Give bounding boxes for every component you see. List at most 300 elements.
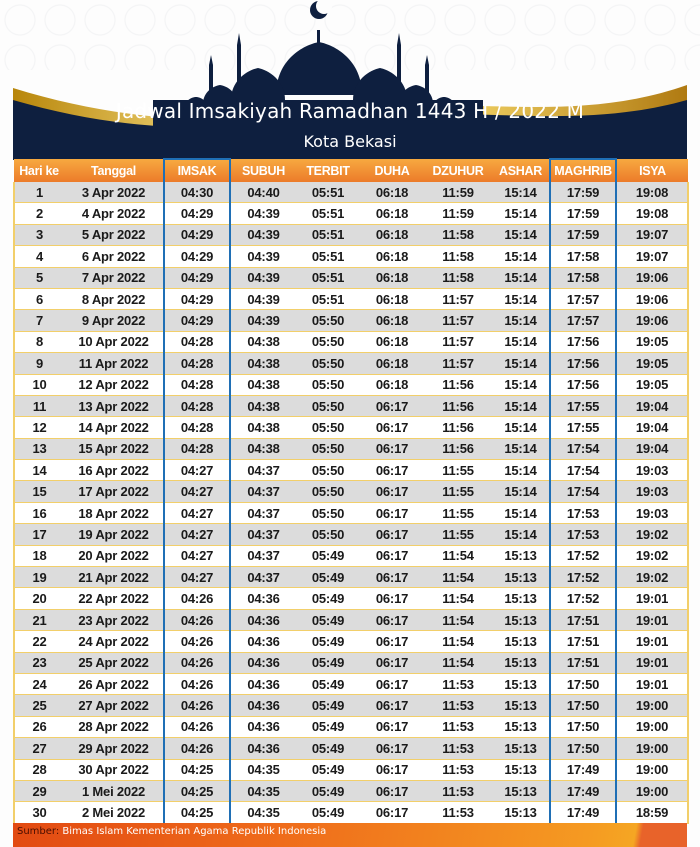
cell-maghrib: 17:50 — [550, 716, 616, 737]
table-row — [14, 203, 688, 224]
cell-duha: 06:17 — [360, 738, 424, 759]
table-row — [14, 417, 688, 438]
cell-duha: 06:17 — [360, 588, 424, 609]
column-header-ashar: ASHAR — [492, 159, 550, 182]
cell-hari-ke: 12 — [14, 417, 64, 438]
cell-maghrib: 17:58 — [550, 267, 616, 288]
cell-subuh: 04:37 — [230, 545, 296, 566]
cell-terbit: 05:49 — [296, 780, 360, 801]
cell-imsak: 04:26 — [164, 631, 230, 652]
cell-imsak: 04:27 — [164, 460, 230, 481]
cell-isya: 19:01 — [616, 652, 688, 673]
cell-subuh: 04:35 — [230, 802, 296, 824]
cell-ashar: 15:14 — [492, 246, 550, 267]
cell-duha: 06:17 — [360, 524, 424, 545]
cell-hari-ke: 10 — [14, 374, 64, 395]
cell-subuh: 04:36 — [230, 652, 296, 673]
cell-subuh: 04:36 — [230, 609, 296, 630]
cell-tanggal: 11 Apr 2022 — [64, 353, 164, 374]
cell-terbit: 05:51 — [296, 182, 360, 203]
column-header-tanggal: Tanggal — [64, 159, 164, 182]
cell-terbit: 05:49 — [296, 567, 360, 588]
cell-dzuhur: 11:56 — [424, 395, 492, 416]
cell-dzuhur: 11:58 — [424, 224, 492, 245]
table-row — [14, 609, 688, 630]
cell-tanggal: 3 Apr 2022 — [64, 182, 164, 203]
cell-dzuhur: 11:54 — [424, 652, 492, 673]
cell-isya: 19:05 — [616, 374, 688, 395]
cell-terbit: 05:50 — [296, 460, 360, 481]
table-row — [14, 652, 688, 673]
cell-isya: 19:04 — [616, 417, 688, 438]
cell-terbit: 05:49 — [296, 695, 360, 716]
cell-imsak: 04:29 — [164, 203, 230, 224]
cell-duha: 06:18 — [360, 224, 424, 245]
cell-subuh: 04:37 — [230, 502, 296, 523]
cell-dzuhur: 11:56 — [424, 374, 492, 395]
cell-maghrib: 17:59 — [550, 203, 616, 224]
cell-imsak: 04:29 — [164, 310, 230, 331]
table-row — [14, 182, 688, 203]
cell-subuh: 04:39 — [230, 310, 296, 331]
cell-isya: 19:02 — [616, 524, 688, 545]
cell-hari-ke: 14 — [14, 460, 64, 481]
cell-hari-ke: 18 — [14, 545, 64, 566]
cell-subuh: 04:38 — [230, 331, 296, 352]
cell-ashar: 15:14 — [492, 267, 550, 288]
cell-isya: 19:02 — [616, 545, 688, 566]
cell-duha: 06:17 — [360, 609, 424, 630]
cell-maghrib: 17:54 — [550, 438, 616, 459]
cell-duha: 06:17 — [360, 438, 424, 459]
cell-isya: 19:01 — [616, 609, 688, 630]
cell-maghrib: 17:57 — [550, 288, 616, 309]
cell-imsak: 04:28 — [164, 331, 230, 352]
cell-duha: 06:17 — [360, 802, 424, 824]
cell-maghrib: 17:58 — [550, 246, 616, 267]
cell-ashar: 15:14 — [492, 524, 550, 545]
column-header-maghrib: MAGHRIB — [550, 159, 616, 182]
cell-duha: 06:17 — [360, 481, 424, 502]
cell-tanggal: 20 Apr 2022 — [64, 545, 164, 566]
cell-terbit: 05:50 — [296, 438, 360, 459]
cell-duha: 06:17 — [360, 695, 424, 716]
cell-hari-ke: 22 — [14, 631, 64, 652]
cell-terbit: 05:50 — [296, 417, 360, 438]
cell-hari-ke: 21 — [14, 609, 64, 630]
cell-ashar: 15:14 — [492, 438, 550, 459]
cell-subuh: 04:36 — [230, 588, 296, 609]
column-header-subuh: SUBUH — [230, 159, 296, 182]
cell-tanggal: 24 Apr 2022 — [64, 631, 164, 652]
table-row — [14, 395, 688, 416]
cell-ashar: 15:13 — [492, 780, 550, 801]
cell-dzuhur: 11:53 — [424, 673, 492, 694]
table-row — [14, 310, 688, 331]
cell-hari-ke: 1 — [14, 182, 64, 203]
cell-isya: 19:08 — [616, 203, 688, 224]
table-row — [14, 224, 688, 245]
cell-imsak: 04:25 — [164, 780, 230, 801]
cell-terbit: 05:51 — [296, 288, 360, 309]
cell-dzuhur: 11:54 — [424, 567, 492, 588]
cell-subuh: 04:39 — [230, 267, 296, 288]
cell-subuh: 04:36 — [230, 695, 296, 716]
table-row — [14, 374, 688, 395]
cell-terbit: 05:50 — [296, 353, 360, 374]
cell-tanggal: 28 Apr 2022 — [64, 716, 164, 737]
cell-isya: 19:00 — [616, 780, 688, 801]
cell-terbit: 05:49 — [296, 652, 360, 673]
cell-subuh: 04:39 — [230, 288, 296, 309]
cell-maghrib: 17:57 — [550, 310, 616, 331]
cell-terbit: 05:51 — [296, 246, 360, 267]
cell-dzuhur: 11:54 — [424, 609, 492, 630]
cell-imsak: 04:28 — [164, 374, 230, 395]
cell-tanggal: 26 Apr 2022 — [64, 673, 164, 694]
source-note — [17, 826, 326, 837]
cell-maghrib: 17:51 — [550, 609, 616, 630]
cell-maghrib: 17:50 — [550, 673, 616, 694]
cell-subuh: 04:37 — [230, 481, 296, 502]
cell-maghrib: 17:49 — [550, 802, 616, 824]
table-row — [14, 353, 688, 374]
cell-duha: 06:17 — [360, 759, 424, 780]
cell-maghrib: 17:52 — [550, 545, 616, 566]
cell-duha: 06:17 — [360, 417, 424, 438]
cell-hari-ke: 23 — [14, 652, 64, 673]
cell-terbit: 05:49 — [296, 609, 360, 630]
cell-dzuhur: 11:56 — [424, 417, 492, 438]
cell-isya: 19:07 — [616, 224, 688, 245]
table-row — [14, 716, 688, 737]
cell-tanggal: 10 Apr 2022 — [64, 331, 164, 352]
cell-dzuhur: 11:55 — [424, 481, 492, 502]
cell-tanggal: 1 Mei 2022 — [64, 780, 164, 801]
cell-ashar: 15:14 — [492, 310, 550, 331]
cell-ashar: 15:14 — [492, 353, 550, 374]
cell-ashar: 15:13 — [492, 673, 550, 694]
cell-imsak: 04:25 — [164, 802, 230, 824]
table-row — [14, 759, 688, 780]
cell-subuh: 04:39 — [230, 203, 296, 224]
cell-imsak: 04:26 — [164, 716, 230, 737]
cell-terbit: 05:51 — [296, 203, 360, 224]
cell-hari-ke: 8 — [14, 331, 64, 352]
cell-imsak: 04:28 — [164, 395, 230, 416]
cell-terbit: 05:50 — [296, 310, 360, 331]
cell-ashar: 15:13 — [492, 631, 550, 652]
column-header-hari-ke: Hari ke — [14, 159, 64, 182]
cell-terbit: 05:49 — [296, 759, 360, 780]
cell-subuh: 04:37 — [230, 567, 296, 588]
cell-terbit: 05:49 — [296, 545, 360, 566]
cell-ashar: 15:14 — [492, 417, 550, 438]
cell-tanggal: 21 Apr 2022 — [64, 567, 164, 588]
cell-subuh: 04:37 — [230, 524, 296, 545]
cell-terbit: 05:50 — [296, 502, 360, 523]
cell-isya: 19:01 — [616, 631, 688, 652]
table-row — [14, 331, 688, 352]
cell-dzuhur: 11:54 — [424, 588, 492, 609]
cell-duha: 06:17 — [360, 631, 424, 652]
cell-ashar: 15:14 — [492, 182, 550, 203]
cell-ashar: 15:14 — [492, 331, 550, 352]
cell-isya: 19:00 — [616, 759, 688, 780]
table-row — [14, 246, 688, 267]
cell-maghrib: 17:59 — [550, 224, 616, 245]
cell-tanggal: 30 Apr 2022 — [64, 759, 164, 780]
cell-maghrib: 17:55 — [550, 417, 616, 438]
cell-isya: 19:07 — [616, 246, 688, 267]
cell-imsak: 04:29 — [164, 267, 230, 288]
cell-isya: 19:04 — [616, 395, 688, 416]
cell-hari-ke: 17 — [14, 524, 64, 545]
cell-duha: 06:17 — [360, 567, 424, 588]
cell-duha: 06:18 — [360, 203, 424, 224]
cell-imsak: 04:26 — [164, 588, 230, 609]
cell-ashar: 15:14 — [492, 374, 550, 395]
cell-tanggal: 16 Apr 2022 — [64, 460, 164, 481]
cell-subuh: 04:35 — [230, 780, 296, 801]
cell-terbit: 05:49 — [296, 673, 360, 694]
cell-ashar: 15:13 — [492, 802, 550, 824]
cell-hari-ke: 20 — [14, 588, 64, 609]
cell-duha: 06:18 — [360, 310, 424, 331]
crescent-moon-icon — [310, 0, 332, 19]
cell-imsak: 04:28 — [164, 353, 230, 374]
cell-ashar: 15:14 — [492, 460, 550, 481]
cell-imsak: 04:26 — [164, 738, 230, 759]
cell-tanggal: 4 Apr 2022 — [64, 203, 164, 224]
cell-tanggal: 27 Apr 2022 — [64, 695, 164, 716]
table-row — [14, 524, 688, 545]
cell-ashar: 15:14 — [492, 224, 550, 245]
cell-imsak: 04:28 — [164, 417, 230, 438]
cell-terbit: 05:49 — [296, 588, 360, 609]
cell-ashar: 15:13 — [492, 567, 550, 588]
cell-hari-ke: 2 — [14, 203, 64, 224]
table-row — [14, 460, 688, 481]
cell-hari-ke: 30 — [14, 802, 64, 824]
cell-hari-ke: 11 — [14, 395, 64, 416]
cell-ashar: 15:14 — [492, 502, 550, 523]
cell-hari-ke: 19 — [14, 567, 64, 588]
cell-maghrib: 17:50 — [550, 695, 616, 716]
cell-subuh: 04:36 — [230, 716, 296, 737]
cell-imsak: 04:27 — [164, 524, 230, 545]
cell-maghrib: 17:49 — [550, 759, 616, 780]
cell-ashar: 15:13 — [492, 738, 550, 759]
table-row — [14, 695, 688, 716]
cell-dzuhur: 11:54 — [424, 545, 492, 566]
cell-isya: 19:04 — [616, 438, 688, 459]
cell-maghrib: 17:51 — [550, 631, 616, 652]
cell-isya: 19:00 — [616, 738, 688, 759]
source-footer — [13, 823, 687, 847]
cell-hari-ke: 15 — [14, 481, 64, 502]
cell-hari-ke: 13 — [14, 438, 64, 459]
cell-dzuhur: 11:57 — [424, 331, 492, 352]
page-title: Jadwal Imsakiyah Ramadhan 1443 H / 2022 M — [115, 99, 585, 123]
cell-maghrib: 17:52 — [550, 567, 616, 588]
cell-duha: 06:17 — [360, 545, 424, 566]
cell-dzuhur: 11:57 — [424, 288, 492, 309]
cell-hari-ke: 26 — [14, 716, 64, 737]
cell-dzuhur: 11:59 — [424, 203, 492, 224]
cell-dzuhur: 11:55 — [424, 524, 492, 545]
cell-tanggal: 2 Mei 2022 — [64, 802, 164, 824]
cell-dzuhur: 11:53 — [424, 695, 492, 716]
cell-duha: 06:17 — [360, 780, 424, 801]
cell-maghrib: 17:56 — [550, 331, 616, 352]
cell-subuh: 04:38 — [230, 374, 296, 395]
cell-isya: 19:06 — [616, 288, 688, 309]
cell-hari-ke: 24 — [14, 673, 64, 694]
cell-ashar: 15:14 — [492, 288, 550, 309]
cell-ashar: 15:13 — [492, 716, 550, 737]
cell-subuh: 04:40 — [230, 182, 296, 203]
column-header-isya: ISYA — [616, 159, 688, 182]
cell-isya: 18:59 — [616, 802, 688, 824]
cell-dzuhur: 11:53 — [424, 802, 492, 824]
cell-tanggal: 5 Apr 2022 — [64, 224, 164, 245]
cell-isya: 19:03 — [616, 502, 688, 523]
cell-ashar: 15:13 — [492, 545, 550, 566]
table-row — [14, 567, 688, 588]
cell-tanggal: 19 Apr 2022 — [64, 524, 164, 545]
cell-duha: 06:17 — [360, 716, 424, 737]
cell-subuh: 04:36 — [230, 673, 296, 694]
table-row — [14, 267, 688, 288]
cell-hari-ke: 25 — [14, 695, 64, 716]
cell-maghrib: 17:59 — [550, 182, 616, 203]
table-row — [14, 502, 688, 523]
cell-hari-ke: 9 — [14, 353, 64, 374]
cell-subuh: 04:35 — [230, 759, 296, 780]
cell-imsak: 04:26 — [164, 652, 230, 673]
cell-duha: 06:18 — [360, 246, 424, 267]
table-body — [14, 182, 688, 824]
cell-hari-ke: 4 — [14, 246, 64, 267]
cell-ashar: 15:14 — [492, 395, 550, 416]
cell-imsak: 04:27 — [164, 567, 230, 588]
cell-maghrib: 17:56 — [550, 374, 616, 395]
cell-maghrib: 17:54 — [550, 481, 616, 502]
city-subtitle: Kota Bekasi — [303, 132, 397, 151]
cell-tanggal: 25 Apr 2022 — [64, 652, 164, 673]
cell-imsak: 04:30 — [164, 182, 230, 203]
cell-subuh: 04:38 — [230, 395, 296, 416]
cell-dzuhur: 11:54 — [424, 631, 492, 652]
cell-imsak: 04:28 — [164, 438, 230, 459]
cell-terbit: 05:49 — [296, 738, 360, 759]
cell-duha: 06:18 — [360, 374, 424, 395]
column-header-dzuhur: DZUHUR — [424, 159, 492, 182]
cell-terbit: 05:50 — [296, 331, 360, 352]
cell-tanggal: 18 Apr 2022 — [64, 502, 164, 523]
cell-ashar: 15:13 — [492, 652, 550, 673]
cell-duha: 06:17 — [360, 673, 424, 694]
cell-duha: 06:18 — [360, 182, 424, 203]
cell-duha: 06:18 — [360, 288, 424, 309]
cell-terbit: 05:49 — [296, 716, 360, 737]
cell-terbit: 05:50 — [296, 374, 360, 395]
source-text: Bimas Islam Kementerian Agama Republik Indonesia — [62, 826, 327, 837]
cell-dzuhur: 11:53 — [424, 716, 492, 737]
column-header-imsak: IMSAK — [164, 159, 230, 182]
cell-isya: 19:01 — [616, 673, 688, 694]
cell-isya: 19:03 — [616, 460, 688, 481]
cell-subuh: 04:38 — [230, 353, 296, 374]
cell-subuh: 04:39 — [230, 246, 296, 267]
cell-hari-ke: 6 — [14, 288, 64, 309]
table-row — [14, 673, 688, 694]
cell-dzuhur: 11:56 — [424, 438, 492, 459]
cell-isya: 19:01 — [616, 588, 688, 609]
cell-imsak: 04:29 — [164, 246, 230, 267]
prayer-schedule-table — [13, 158, 689, 825]
cell-imsak: 04:27 — [164, 481, 230, 502]
cell-hari-ke: 27 — [14, 738, 64, 759]
cell-dzuhur: 11:58 — [424, 246, 492, 267]
cell-terbit: 05:50 — [296, 481, 360, 502]
cell-terbit: 05:49 — [296, 631, 360, 652]
cell-tanggal: 9 Apr 2022 — [64, 310, 164, 331]
cell-ashar: 15:14 — [492, 481, 550, 502]
cell-tanggal: 8 Apr 2022 — [64, 288, 164, 309]
table-row — [14, 288, 688, 309]
cell-duha: 06:17 — [360, 502, 424, 523]
cell-dzuhur: 11:55 — [424, 460, 492, 481]
table-header-row — [14, 159, 688, 182]
cell-dzuhur: 11:57 — [424, 310, 492, 331]
cell-dzuhur: 11:53 — [424, 738, 492, 759]
cell-duha: 06:18 — [360, 331, 424, 352]
cell-dzuhur: 11:59 — [424, 182, 492, 203]
table-row — [14, 481, 688, 502]
cell-maghrib: 17:53 — [550, 524, 616, 545]
cell-terbit: 05:50 — [296, 395, 360, 416]
cell-tanggal: 23 Apr 2022 — [64, 609, 164, 630]
cell-tanggal: 17 Apr 2022 — [64, 481, 164, 502]
column-header-duha: DUHA — [360, 159, 424, 182]
cell-dzuhur: 11:58 — [424, 267, 492, 288]
cell-tanggal: 14 Apr 2022 — [64, 417, 164, 438]
cell-hari-ke: 29 — [14, 780, 64, 801]
cell-maghrib: 17:53 — [550, 502, 616, 523]
cell-maghrib: 17:49 — [550, 780, 616, 801]
table-row — [14, 438, 688, 459]
cell-imsak: 04:26 — [164, 695, 230, 716]
cell-maghrib: 17:56 — [550, 353, 616, 374]
cell-isya: 19:06 — [616, 267, 688, 288]
cell-imsak: 04:29 — [164, 224, 230, 245]
cell-isya: 19:05 — [616, 331, 688, 352]
cell-terbit: 05:51 — [296, 267, 360, 288]
cell-subuh: 04:38 — [230, 417, 296, 438]
column-header-terbit: TERBIT — [296, 159, 360, 182]
table-row — [14, 545, 688, 566]
cell-isya: 19:02 — [616, 567, 688, 588]
cell-dzuhur: 11:53 — [424, 759, 492, 780]
table-row — [14, 738, 688, 759]
cell-maghrib: 17:55 — [550, 395, 616, 416]
cell-ashar: 15:14 — [492, 203, 550, 224]
cell-duha: 06:18 — [360, 267, 424, 288]
cell-hari-ke: 16 — [14, 502, 64, 523]
cell-ashar: 15:13 — [492, 695, 550, 716]
